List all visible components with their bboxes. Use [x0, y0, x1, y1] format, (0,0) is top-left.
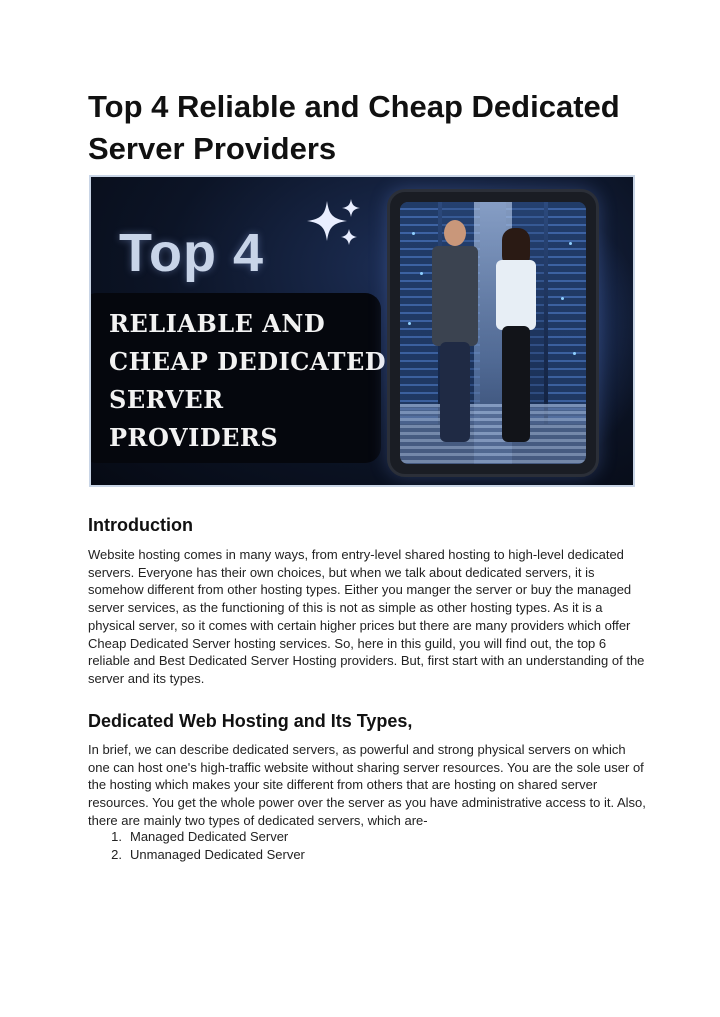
- list-text: Unmanaged Dedicated Server: [130, 847, 305, 862]
- hero-image: [89, 175, 635, 487]
- list-item: [88, 846, 305, 864]
- tablet-illustration: [387, 189, 599, 477]
- hero-line: SERVER: [109, 385, 224, 414]
- hero-headline: Top 4: [119, 223, 264, 283]
- person-man: [444, 220, 466, 246]
- hero-line: PROVIDERS: [109, 423, 279, 452]
- introduction-paragraph: Website hosting comes in many ways, from entry-level shared hosting to high-level dedicated servers. Everyone has their own choices, but when we talk about dedicated servers, it is somehow different from other hosting types. Either you manger the server or buy the managed server services, as the functioning of this is not as simple as other hosting types. As it is a physical server, so it comes with certain higher prices but there are many providers which offer Cheap Dedicated Server hosting services. So, here in this guild, you will find out, the top 6 reliable and Best Dedicated Server Hosting providers. But, first start with an understanding of the server and its types.: [88, 547, 645, 686]
- server-types-list: [88, 828, 305, 864]
- list-number: 1.: [111, 829, 122, 844]
- hero-subtitle: [109, 305, 386, 457]
- page-title: Top 4 Reliable and Cheap Dedicated Server Providers: [88, 89, 620, 166]
- section-heading-types: Dedicated Web Hosting and Its Types,: [88, 711, 413, 731]
- list-item: [88, 828, 305, 846]
- sparkle-icon: [305, 197, 365, 253]
- types-paragraph: In brief, we can describe dedicated servers, as powerful and strong physical servers on which one can host one's high-traffic website without sharing server resources. You are the sole user of the hosting which makes your site different from others that are hosting on shared server resources. You get the whole power over the server as you have administrative access to it. Also, there are mainly two types of dedicated servers, which are-: [88, 742, 646, 828]
- list-number: 2.: [111, 847, 122, 862]
- hero-line: CHEAP DEDICATED: [109, 347, 387, 376]
- section-heading-introduction: Introduction: [88, 515, 193, 535]
- server-room-photo: [400, 202, 586, 464]
- list-text: Managed Dedicated Server: [130, 829, 289, 844]
- hero-line: RELIABLE AND: [109, 309, 326, 338]
